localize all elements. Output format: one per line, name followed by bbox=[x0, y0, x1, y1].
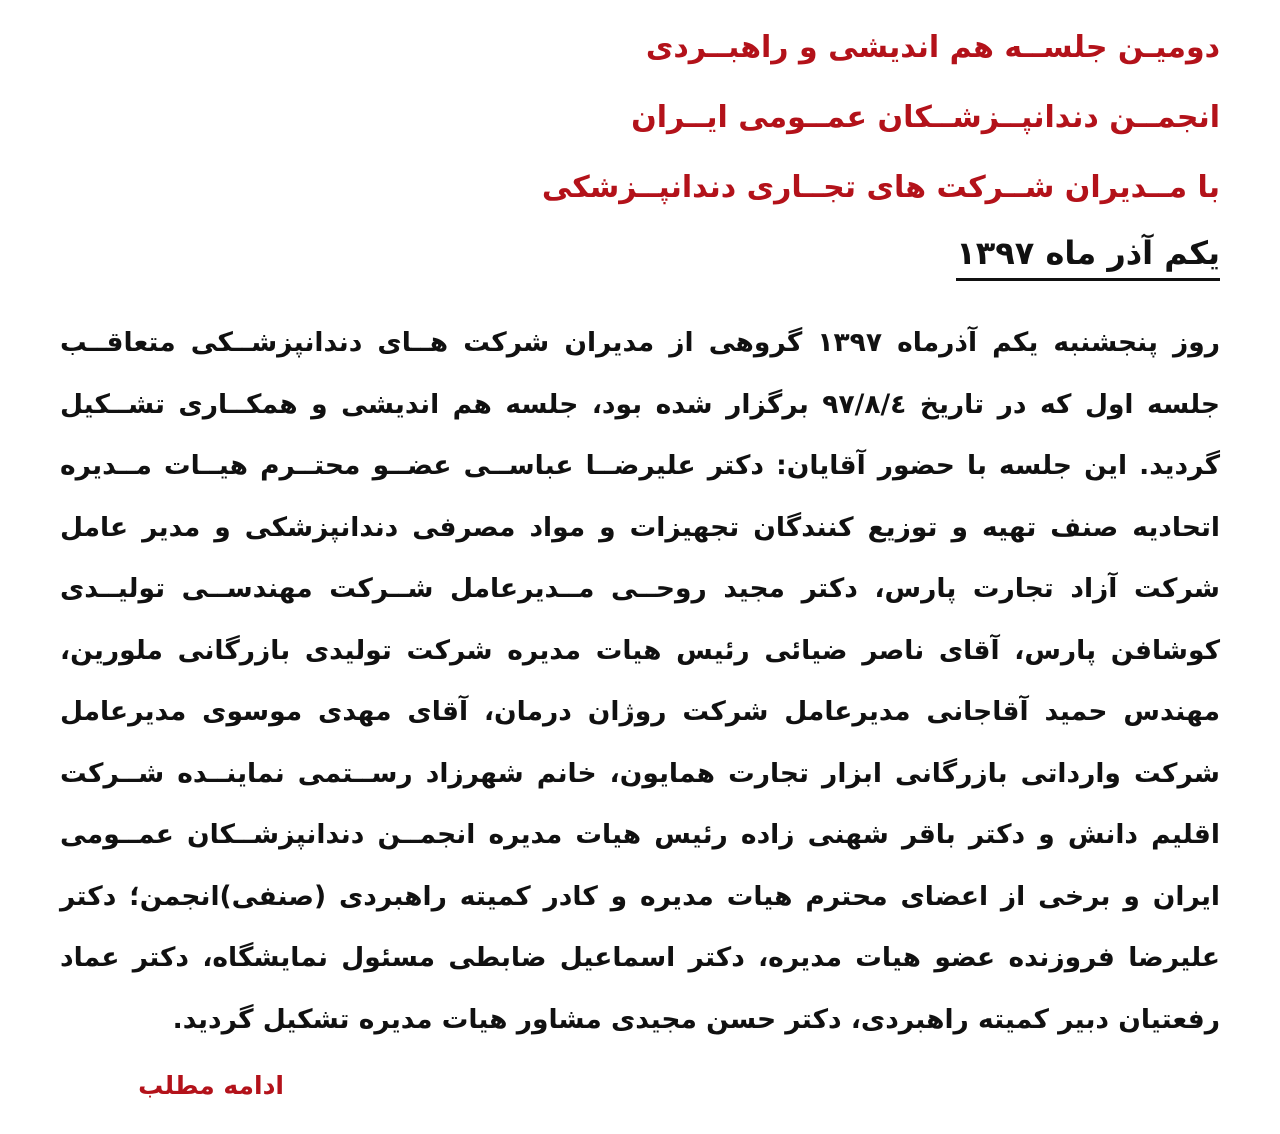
date-subtitle: یکم آذر ماه ۱۳۹۷ bbox=[956, 230, 1220, 281]
heading-line-3: با مــدیران شــرکت های تجــاری دندانپــزشکی bbox=[541, 170, 1220, 205]
heading-line-2: انجمــن دندانپــزشــکان عمــومی ایــران bbox=[631, 100, 1220, 135]
body-paragraph: روز پنجشنبه یکم آذرماه ۱۳۹۷ گروهی از مدیران شرکت هــای دندانپزشــکی متعاقــب جلسه اول که در تاریخ ۹۷/۸/٤ برگزار شده بود، جلسه هم اندیشی و همکــاری تشــکیل گردید. این جلسه با حضور آقایان: دکتر علیرضــا عباســی عضــو محتــرم هیــات مــدیره اتحادیه صنف تهیه و توزیع کنندگان تجهیزات و مواد مصرفی دندانپزشکی و مدیر عامل شرکت آزاد تجارت پارس، دکتر مجید روحــی مــدیرعامل شــرکت مهندســی تولیــدی کوشافن پارس، آقای ناصر ضیائی رئیس هیات مدیره شرکت تولیدی بازرگانی ملورین، مهندس حمید آقاجانی مدیرعامل شرکت روژان درمان، آقای مهدی موسوی مدیرعامل شرکت وارداتی بازرگانی ابزار تجارت همایون، خانم شهرزاد رســتمی نماینــده شــرکت اقلیم دانش و دکتر باقر شهنی زاده رئیس هیات مدیره انجمــن دندانپزشــکان عمــومی ایران و برخی از اعضای محترم هیات مدیره و کادر کمیته راهبردی (صنفی)انجمن؛ دکتر علیرضا فروزنده عضو هیات مدیره، دکتر اسماعیل ضابطی مسئول نمایشگاه، دکتر عماد رفعتیان دبیر کمیته راهبردی، دکتر حسن مجیدی مشاور هیات مدیره تشکیل گردید. bbox=[60, 327, 1220, 1035]
heading-line-1: دومیـن جلســه هم اندیشی و راهبــردی bbox=[645, 30, 1220, 65]
read-more-link[interactable]: ادامه مطلب bbox=[138, 1071, 284, 1100]
